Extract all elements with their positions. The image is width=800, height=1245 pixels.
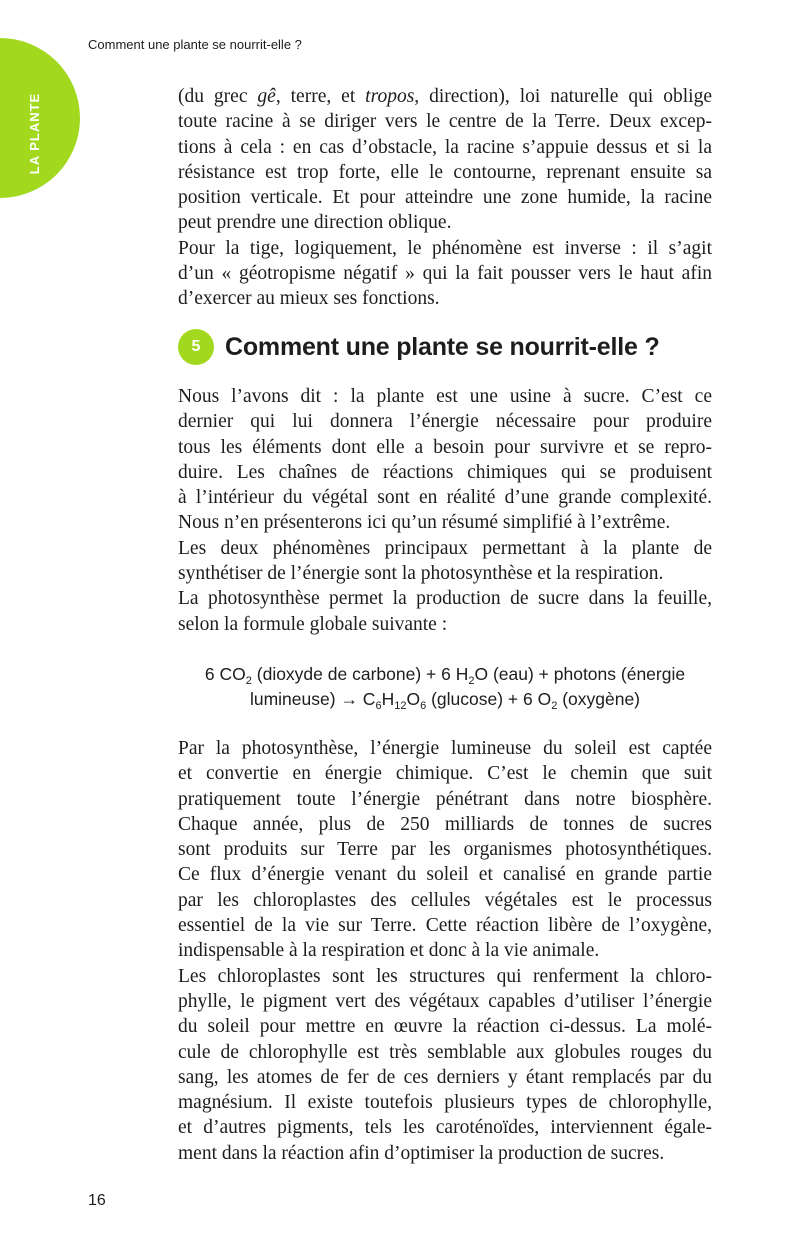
page-number: 16 <box>88 1192 106 1209</box>
text-line: synthétiser de l’énergie sont la photosynthèse et la respiration. <box>178 563 664 585</box>
text-line: Pour la tige, logiquement, le phénomène est inverse : il s’agit <box>178 237 712 259</box>
section-number-badge: 5 <box>178 329 214 365</box>
section-heading <box>178 329 660 365</box>
text-line: essentiel de la vie sur Terre. Cette réaction libère de l’oxygène, <box>178 915 712 937</box>
text-line: Nous l’avons dit : la plante est une usine à sucre. C’est ce <box>178 386 712 407</box>
text-line: cule de chlorophylle est très semblable aux globules rouges du <box>178 1041 712 1063</box>
text-line: par les chloroplastes des cellules végétales est le processus <box>178 889 712 911</box>
text-line: pratiquement toute l’énergie pénétrant dans notre biosphère. <box>178 788 712 810</box>
text-line: à l’intérieur du végétal sont en réalité d’une grande complexité. <box>178 487 712 509</box>
text-line: phylle, le pigment vert des végétaux capables d’utiliser l’énergie <box>178 990 712 1012</box>
text-line: du soleil pour mettre en œuvre la réaction ci-dessus. La molé- <box>178 1016 712 1038</box>
text-line: résistance est trop forte, elle le contourne, reprenant ensuite sa <box>178 161 712 183</box>
formula-line-1: 6 $CO_2$ (dioxyde de carbone) + 6 $H_2O$ (eau) + photons (énergie <box>204 664 686 687</box>
section-title: Comment une plante se nourrit-elle ? <box>225 332 660 361</box>
photosynthesis-formula <box>178 662 712 712</box>
text-line: ment dans la réaction afin d’optimiser la production de sucres. <box>178 1142 665 1164</box>
section-tab-text: LA PLANTE <box>27 92 43 174</box>
section-tab-label <box>10 88 60 178</box>
text-line: toute racine à se diriger vers le centre de la Terre. Deux excep- <box>178 111 712 133</box>
text-line: duire. Les chaînes de réactions chimiques qui se produisent <box>178 461 712 483</box>
text-line: Les chloroplastes sont les structures qui renferment la chloro- <box>178 965 712 987</box>
text-line: selon la formule globale suivante : <box>178 613 448 635</box>
text-line: Nous n’en présenterons ici qu’un résumé simplifié à l’extrême. <box>178 512 671 534</box>
intro-paragraph <box>178 84 712 312</box>
arrow-icon: → <box>340 689 358 709</box>
paragraph-2 <box>178 736 712 1166</box>
text-line: d’un « géotropisme négatif » qui la fait pousser vers le haut afin <box>178 263 712 285</box>
text-line: tous les éléments dont elle a besoin pour survivre et se repro- <box>178 436 712 458</box>
text-line: et convertie en énergie chimique. C’est le chemin que suit <box>178 763 712 785</box>
text-line: (du grec gê, terre, et tropos, direction), loi naturelle qui oblige <box>178 86 712 107</box>
text-line: sont produits sur Terre par les organismes photosynthétiques. <box>178 839 712 861</box>
text-line: sang, les atomes de fer de ces derniers y étant remplacés par du <box>178 1066 712 1088</box>
text-line: La photosynthèse permet la production de sucre dans la feuille, <box>178 588 712 610</box>
text-line: magnésium. Il existe toutefois plusieurs types de chlorophylle, <box>178 1092 712 1114</box>
formula-line-2: lumineuse) → $C_6H_{12}O_6$ (glucose) + 6 $O_2$ (oxygène) <box>249 689 641 712</box>
text-line: Par la photosynthèse, l’énergie lumineuse du soleil est captée <box>178 738 712 759</box>
text-line: position verticale. Et pour atteindre une zone humide, la racine <box>178 187 712 209</box>
text-line: Chaque année, plus de 250 milliards de tonnes de sucres <box>178 813 712 835</box>
text-line: Ce flux d’énergie venant du soleil et canalisé en grande partie <box>178 864 712 886</box>
text-line: peut prendre une direction oblique. <box>178 212 452 234</box>
text-line: Les deux phénomènes principaux permettant à la plante de <box>178 537 712 559</box>
text-line: et d’autres pigments, tels les caroténoïdes, interviennent égale- <box>178 1117 712 1139</box>
text-line: indispensable à la respiration et donc à la vie animale. <box>178 940 600 962</box>
running-header: Comment une plante se nourrit-elle ? <box>88 37 302 52</box>
paragraph-1 <box>178 384 712 637</box>
text-line: d’exercer au mieux ses fonctions. <box>178 288 440 310</box>
text-line: dernier qui lui donnera l’énergie nécessaire pour produire <box>178 411 712 433</box>
text-line: tions à cela : en cas d’obstacle, la racine s’appuie dessus et si la <box>178 136 712 158</box>
